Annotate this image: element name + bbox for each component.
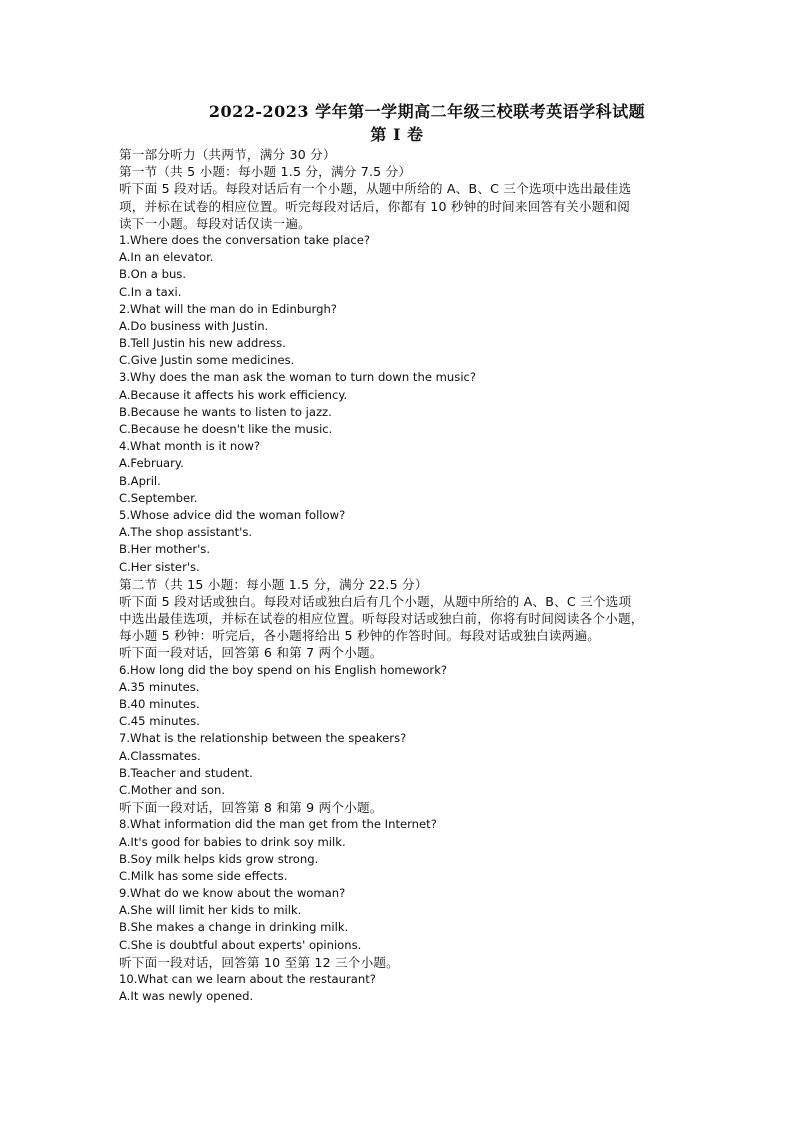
answer-option: A.Because it affects his work efficiency. [119, 387, 348, 402]
dialogue-lead: 听下面一段对话，回答第 10 至第 12 三个小题。 [119, 954, 399, 970]
answer-option: C.In a taxi. [119, 284, 182, 299]
instruction-line: 听下面 5 段对话或独白。每段对话或独白后有几个小题，从题中所给的 A、B、C 三个选项 [119, 593, 632, 609]
answer-option: C.Her sister's. [119, 559, 200, 574]
question-stem: 4.What month is it now? [119, 439, 260, 454]
question-stem: 7.What is the relationship between the speakers? [119, 731, 407, 746]
instruction-line: 读下一小题。每段对话仅读一遍。 [119, 215, 311, 231]
question-stem: 3.Why does the man ask the woman to turn down the music? [119, 370, 477, 385]
answer-option: C.Mother and son. [119, 782, 226, 797]
answer-option: A.February. [119, 456, 184, 471]
answer-option: C.Give Justin some medicines. [119, 353, 295, 368]
answer-option: B.Soy milk helps kids grow strong. [119, 851, 319, 866]
answer-option: A.She will limit her kids to milk. [119, 903, 302, 918]
answer-option: A.35 minutes. [119, 679, 200, 694]
answer-option: C.Because he doesn't like the music. [119, 422, 333, 436]
instruction-line: 项，并标在试卷的相应位置。听完每段对话后，你都有 10 秒钟的时间来回答有关小题和阅 [119, 198, 630, 214]
instruction-line: 每小题 5 秒钟：听完后，各小题将给出 5 秒钟的作答时间。每段对话或独白读两遍。 [119, 628, 601, 644]
answer-option: A.It's good for babies to drink soy milk. [119, 834, 346, 849]
question-stem: 6.How long did the boy spend on his English homework? [119, 662, 448, 677]
answer-option: B.April. [119, 473, 161, 488]
answer-option: C.September. [119, 490, 198, 505]
answer-option: C.45 minutes. [119, 714, 200, 729]
page-title: 2022-2023 学年第一学期高二年级三校联考英语学科试题 [208, 102, 646, 121]
instruction-line: 听下面 5 段对话。每段对话后有一个小题，从题中所给的 A、B、C 三个选项中选出最佳选 [119, 181, 632, 197]
answer-option: A.The shop assistant's. [119, 525, 253, 540]
answer-option: B.Because he wants to listen to jazz. [119, 404, 332, 419]
question-stem: 10.What can we learn about the restaurant? [119, 972, 376, 986]
answer-option: C.She is doubtful about experts' opinions. [119, 937, 362, 952]
question-stem: 5.Whose advice did the woman follow? [119, 507, 346, 522]
answer-option: A.In an elevator. [119, 250, 214, 265]
page-subtitle: 第 I 卷 [370, 125, 424, 144]
answer-option: B.On a bus. [119, 267, 187, 282]
answer-option: B.40 minutes. [119, 697, 200, 711]
question-stem: 2.What will the man do in Edinburgh? [119, 301, 337, 316]
answer-option: A.Do business with Justin. [119, 318, 269, 333]
section-heading: 第二节（共 15 小题：每小题 1.5 分，满分 22.5 分） [119, 576, 428, 592]
answer-option: A.It was newly opened. [119, 989, 254, 1004]
answer-option: B.She makes a change in drinking milk. [119, 920, 349, 935]
answer-option: B.Her mother's. [119, 542, 211, 557]
question-stem: 9.What do we know about the woman? [119, 886, 346, 901]
answer-option: B.Teacher and student. [119, 765, 253, 780]
exam-content [119, 146, 679, 1005]
answer-option: B.Tell Justin his new address. [119, 336, 286, 351]
question-stem: 8.What information did the man get from the Internet? [119, 817, 437, 832]
dialogue-lead: 听下面一段对话，回答第 6 和第 7 两个小题。 [119, 645, 383, 661]
question-stem: 1.Where does the conversation take place? [119, 232, 371, 247]
dialogue-lead: 听下面一段对话，回答第 8 和第 9 两个小题。 [119, 800, 383, 816]
instruction-line: 中选出最佳选项，并标在试卷的相应位置。听每段对话或独白前，你将有时间阅读各个小题， [119, 611, 644, 627]
section-heading: 第一节（共 5 小题：每小题 1.5 分，满分 7.5 分） [119, 164, 412, 180]
part-heading: 第一部分听力（共两节，满分 30 分） [119, 147, 336, 162]
answer-option: C.Milk has some side effects. [119, 868, 288, 883]
answer-option: A.Classmates. [119, 748, 201, 763]
